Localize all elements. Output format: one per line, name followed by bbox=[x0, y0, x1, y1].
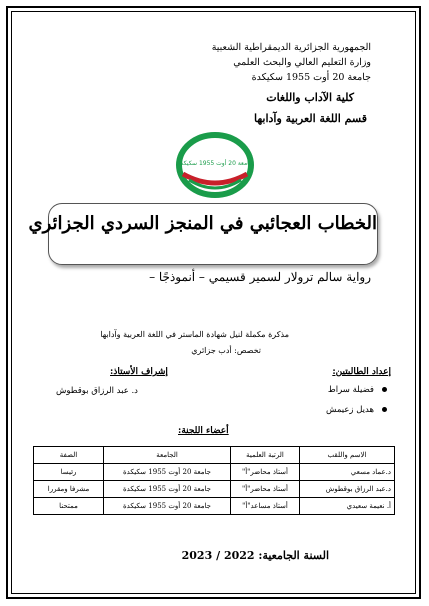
member-rank: أستاذ محاضر"أ" bbox=[231, 464, 300, 481]
specialty-line: تخصص: أدب جزائري bbox=[191, 346, 261, 355]
member-name: د.عماد مسعي bbox=[300, 464, 395, 481]
header-republic: الجمهورية الجزائرية الديمقراطية الشعبية bbox=[211, 42, 371, 53]
header-university: جامعة 20 أوت 1955 سكيكدة bbox=[251, 72, 371, 83]
table-header-row bbox=[34, 447, 395, 464]
student-name: هديل زعيمش bbox=[326, 405, 387, 415]
committee-table bbox=[33, 446, 395, 515]
member-role: مشرفا ومقررا bbox=[34, 481, 104, 498]
member-university: جامعة 20 أوت 1955 سكيكدة bbox=[104, 464, 231, 481]
member-role: ممتحنا bbox=[34, 498, 104, 515]
member-rank: أستاذ محاضر"أ" bbox=[231, 481, 300, 498]
member-role: رئيسا bbox=[34, 464, 104, 481]
member-rank: أستاذ مساعد"أ" bbox=[231, 498, 300, 515]
member-name: د.عبد الرزاق بوقطوش bbox=[300, 481, 395, 498]
supervisor-label: إشراف الأستاذ: bbox=[110, 367, 168, 377]
students-label: إعداد الطالبتين: bbox=[332, 367, 391, 377]
logo-text: جامعة 20 أوت 1955 سكيكدة bbox=[177, 160, 253, 167]
column-header: الرتبة العلمية bbox=[231, 447, 300, 464]
column-header: الجامعة bbox=[104, 447, 231, 464]
header-faculty: كلية الآداب واللغات bbox=[266, 91, 354, 104]
bullet-icon bbox=[382, 407, 387, 412]
table-row bbox=[34, 498, 395, 515]
student-name: فضيلة سراط bbox=[328, 385, 387, 395]
thesis-subtitle: رواية سالم ترولار لسمير قسيمي – أنموذجًا – bbox=[149, 270, 371, 284]
header-ministry: وزارة التعليم العالي والبحث العلمي bbox=[233, 57, 371, 68]
thesis-title: الخطاب العجائبي في المنجز السردي الجزائري bbox=[28, 213, 377, 234]
committee-label: أعضاء اللجنة: bbox=[178, 426, 229, 436]
table-row bbox=[34, 481, 395, 498]
table-row bbox=[34, 464, 395, 481]
member-university: جامعة 20 أوت 1955 سكيكدة bbox=[104, 481, 231, 498]
bullet-icon bbox=[382, 387, 387, 392]
column-header: الاسم واللقب bbox=[300, 447, 395, 464]
column-header: الصفة bbox=[34, 447, 104, 464]
memo-line: مذكرة مكملة لنيل شهادة الماستر في اللغة العربية وآدابها bbox=[100, 330, 289, 339]
title-box bbox=[28, 203, 378, 265]
university-logo bbox=[175, 130, 255, 200]
member-university: جامعة 20 أوت 1955 سكيكدة bbox=[104, 498, 231, 515]
member-name: أ. نعيمة سعيدي bbox=[300, 498, 395, 515]
header-department: قسم اللغة العربية وآدابها bbox=[253, 112, 367, 125]
academic-year: السنة الجامعية: 2022 / 2023 bbox=[181, 549, 329, 562]
supervisor-name: د. عبد الرزاق بوقطوش bbox=[56, 386, 138, 396]
